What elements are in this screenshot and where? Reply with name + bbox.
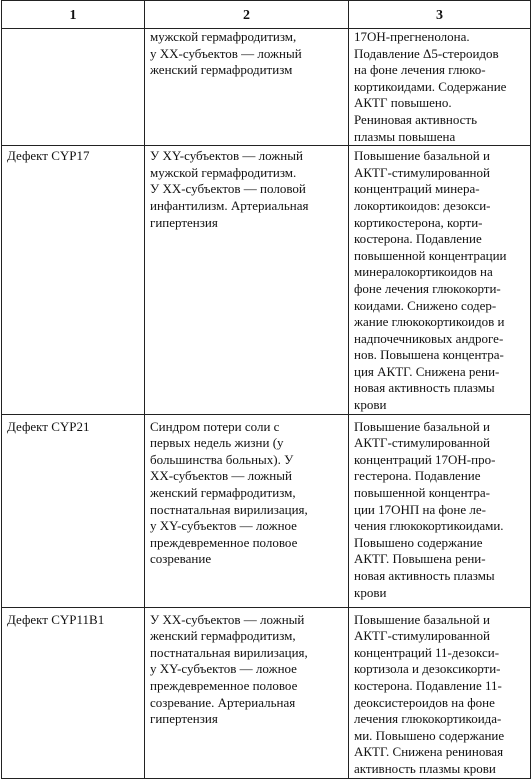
clinical-cell (145, 607, 349, 778)
lab-cell (349, 29, 531, 146)
table-row (2, 607, 531, 778)
defect-name: Дефект CYP17 (7, 148, 90, 164)
lab-text: Повышение базальной и АКТГ-стимулированной концентраций 17ОН-про- гестерона. Подавление повышенной концентра- ции 17ОНП на фоне ле- чения глюкокортикоидами. Повышено содержание АКТГ. Повышена рени- новая активность плазмы крови (354, 418, 504, 600)
lab-text: Повышение базальной и АКТГ-стимулированной концентраций минера- локортикоидов: дезокси- кортикостерона, корти- костерона. Подавление повышенной концентрации минералокортикоидов на фоне лечения глюкокорти- коидами. Снижено содер- жание глюкокортикоидов и надпочечниковых андроге- нов. Повышена концентра- ция АКТГ. Снижена рени- новая активность плазмы крови (354, 148, 507, 413)
lab-cell (349, 146, 531, 415)
clinical-cell (145, 29, 349, 146)
lab-text: Повышение базальной и АКТГ-стимулированной концентраций 11-дезокси- кортизола и дезоксикорти- костерона. Подавление 11- деоксистероидов на фоне лечения глюкокортикоида- ми. Повышено содержание АКТГ. Снижена рениновая активность плазмы крови (354, 611, 505, 776)
clinical-text: мужской гермафродитизм, у XX-субъектов — ложный женский гермафродитизм (150, 29, 302, 78)
table-row (2, 146, 531, 415)
defect-name: Дефект CYP21 (7, 418, 90, 434)
column-header-3: 3 (349, 1, 531, 29)
lab-cell (349, 414, 531, 607)
column-header-1: 1 (2, 1, 145, 29)
table-row (2, 414, 531, 607)
clinical-text: Синдром потери соли с первых недель жизни (у большинства больных). У XX-субъектов — ложный женский гермафродитизм, постнатальная вирилизация, у XY-субъектов — ложное преждевременное половое созревание (150, 418, 308, 567)
clinical-cell (145, 414, 349, 607)
defect-name: Дефект CYP11B1 (7, 611, 105, 627)
defect-cell (2, 29, 145, 146)
clinical-text: У XX-субъектов — ложный женский гермафродитизм, постнатальная вирилизация, у XY-субъектов — ложное преждевременное половое созревание. Артериальная гипертензия (150, 611, 308, 727)
defect-cell (2, 146, 145, 415)
defect-cell (2, 414, 145, 607)
lab-text: 17ОН-прегненолона. Подавление Δ5-стероидов на фоне лечения глюко- кортикоидами. Содержание АКТГ повышено. Рениновая активность плазмы повышена (354, 29, 507, 144)
table-row (2, 29, 531, 146)
header-row (2, 1, 531, 29)
clinical-text: У XY-субъектов — ложный мужской гермафродитизм. У XX-субъектов — половой инфантилизм. Артериальная гипертензия (150, 148, 309, 230)
clinical-cell (145, 146, 349, 415)
column-header-2: 2 (145, 1, 349, 29)
hormone-defects-table (1, 0, 531, 779)
lab-cell (349, 607, 531, 778)
defect-cell (2, 607, 145, 778)
